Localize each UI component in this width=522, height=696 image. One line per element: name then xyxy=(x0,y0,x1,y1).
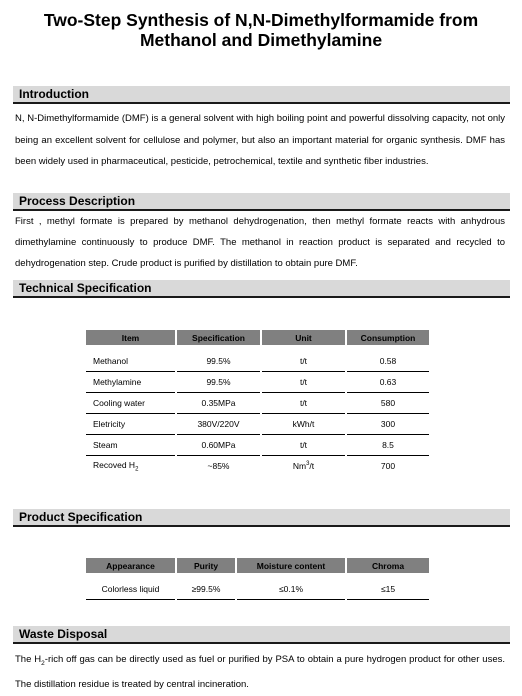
cell-item: Methanol xyxy=(86,351,176,372)
title-line-2: Methanol and Dimethylamine xyxy=(139,30,383,50)
section-header-technical xyxy=(13,280,510,298)
cell-unit: Nm$^3$/t xyxy=(261,456,346,477)
introduction-text: N, N-Dimethylformamide (DMF) is a general solvent with high boiling point and powerful dissolving capacity, not only being an excellent solvent for cellulose and polymer, but also an important material for organic synthesis. DMF has been widely used in pharmaceutical, pesticide, petrochemical, textile and synthetic fiber industries. xyxy=(15,113,505,167)
cell-unit: t/t xyxy=(261,372,346,393)
document-title xyxy=(0,10,522,50)
cell-chroma: ≤15 xyxy=(346,579,429,600)
header-item: Item xyxy=(86,330,176,345)
table-row xyxy=(86,351,429,372)
section-header-product xyxy=(13,509,510,527)
cell-consumption: 0.63 xyxy=(346,372,429,393)
cell-appearance: Colorless liquid xyxy=(86,579,176,600)
title-line-1: Two-Step Synthesis of N,N-Dimethylformamide from xyxy=(43,10,479,30)
cell-consumption: 580 xyxy=(346,393,429,414)
cell-consumption: 300 xyxy=(346,414,429,435)
header-unit: Unit xyxy=(261,330,346,345)
table-row xyxy=(86,372,429,393)
cell-item: Steam xyxy=(86,435,176,456)
technical-spec-table xyxy=(86,330,429,476)
cell-item: Recoved $H_2$ xyxy=(86,456,176,477)
cell-spec: 0.60MPa xyxy=(176,435,261,456)
section-title: Introduction xyxy=(19,87,89,101)
cell-consumption: 700 xyxy=(380,461,396,471)
header-consumption: Consumption xyxy=(346,330,429,345)
header-chroma: Chroma xyxy=(346,558,429,573)
section-header-introduction xyxy=(13,86,510,104)
section-title: Technical Specification xyxy=(19,281,152,295)
table-row xyxy=(86,435,429,456)
table-row xyxy=(86,579,429,600)
cell-spec: 0.35MPa xyxy=(176,393,261,414)
header-specification: Specification xyxy=(176,330,261,345)
cell-unit: t/t xyxy=(261,351,346,372)
process-text: First , methyl formate is prepared by methanol dehydrogenation, then methyl formate reacts with anhydrous dimethylamine continuously to produce DMF. The methanol in reaction product is separated and recycled to dehydrogenation step. Crude product is purified by distillation to obtain pure DMF. xyxy=(15,216,505,269)
cell-moisture: ≤0.1% xyxy=(236,579,346,600)
cell-spec: 380V/220V xyxy=(176,414,261,435)
cell-spec: ~85% xyxy=(176,456,261,477)
section-header-process xyxy=(13,193,510,211)
cell-spec: 99.5% xyxy=(176,372,261,393)
table-row xyxy=(86,414,429,435)
header-purity: Purity xyxy=(176,558,236,573)
section-title: Process Description xyxy=(19,194,136,208)
cell-unit: t/t xyxy=(261,435,346,456)
cell-consumption: 0.58 xyxy=(346,351,429,372)
header-moisture: Moisture content xyxy=(236,558,346,573)
section-title: Product Specification xyxy=(19,510,143,524)
header-appearance: Appearance xyxy=(86,558,176,573)
table-row xyxy=(86,393,429,414)
cell-consumption: 8.5 xyxy=(346,435,429,456)
cell-purity: ≥99.5% xyxy=(176,579,236,600)
table-row xyxy=(86,456,429,477)
section-header-waste xyxy=(13,626,510,644)
cell-item: Eletricity xyxy=(86,414,176,435)
cell-item: Methylamine xyxy=(86,372,176,393)
cell-item: Cooling water xyxy=(86,393,176,414)
table-header-row xyxy=(86,330,429,345)
cell-spec: 99.5% xyxy=(176,351,261,372)
cell-unit: t/t xyxy=(261,393,346,414)
section-title: Waste Disposal xyxy=(19,627,108,641)
cell-unit: kWh/t xyxy=(261,414,346,435)
waste-text: The $H_2$-rich off gas can be directly used as fuel or purified by PSA to obtain a pure hydrogen product for other uses. The distillation residue is treated by central incineration. xyxy=(15,654,505,691)
table-header-row xyxy=(86,558,429,573)
product-spec-table xyxy=(86,558,429,600)
